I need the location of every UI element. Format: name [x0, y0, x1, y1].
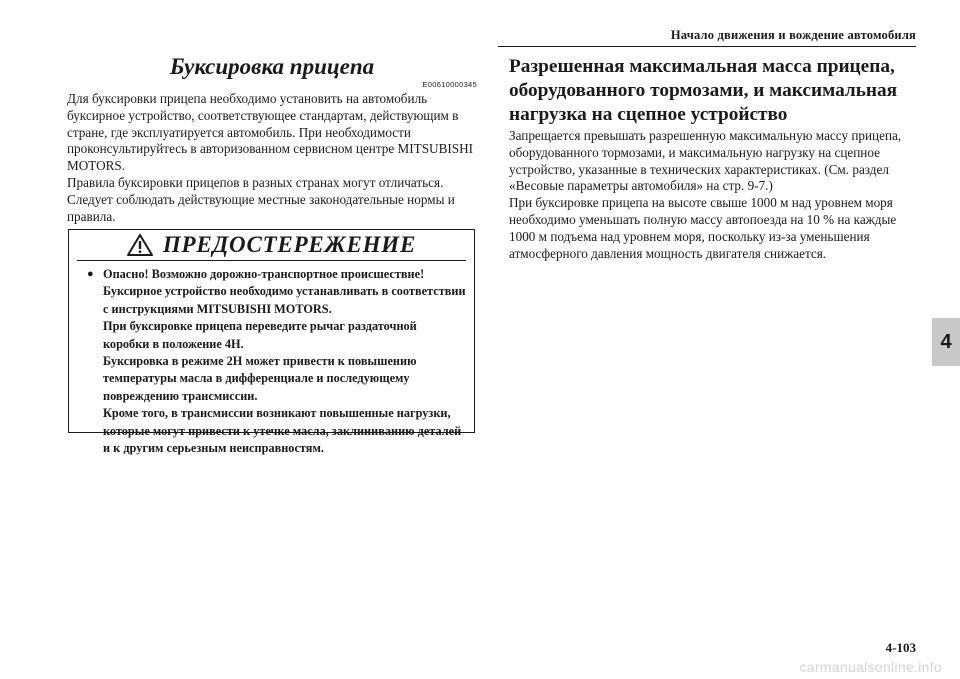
section-body	[67, 91, 477, 225]
subsection-body	[509, 128, 919, 262]
warning-box	[68, 229, 475, 456]
warning-line: Кроме того, в трансмиссии возникают повышенные нагрузки, которые могут привести к утечке масла, заклиниванию деталей и к другим серьезным неисправностям.	[103, 406, 462, 456]
paragraph: Для буксировки прицепа необходимо установить на автомобиль буксирное устройство, соответствующее стандартам, действующим в стране, где эксплуатируется автомобиль. При необходимости проконсультируйтесь в авторизованном сервисном центре MITSUBISHI MOTORS.	[67, 91, 474, 174]
warning-line: Буксировка в режиме 2H может привести к повышению температуры масла в дифференциале и последующему повреждению трансмиссии.	[103, 354, 417, 403]
warning-header	[77, 230, 466, 261]
right-column	[509, 55, 919, 262]
warning-line: При буксировке прицепа переведите рычаг раздаточной коробки в положение 4H.	[103, 319, 417, 351]
paragraph: Правила буксировки прицепов в разных странах могут отличаться. Следует соблюдать действующие местные законодательные нормы и правила.	[67, 174, 455, 224]
warning-body	[69, 261, 474, 457]
section-title: Буксировка прицепа	[169, 54, 375, 79]
paragraph: При буксировке прицепа на высоте свыше 1000 м над уровнем моря необходимо уменьшать полную массу автопоезда на 10 % на каждые 1000 м подъема над уровнем моря, поскольку из-за уменьшения атмосферного давления мощность двигателя снижается.	[509, 195, 897, 261]
header-rule	[498, 46, 916, 47]
warning-line: Буксирное устройство необходимо устанавливать в соответствии с инструкциями MITSUBISHI MOTORS.	[103, 284, 466, 316]
bullet-icon: ●	[87, 268, 94, 280]
page-number: 4-103	[885, 640, 916, 655]
warning-triangle-icon	[127, 234, 153, 256]
page-header-title: Начало движения и вождение автомобиля	[670, 28, 916, 42]
section-code: E00610000345	[422, 80, 477, 89]
warning-text	[103, 266, 466, 457]
paragraph: Запрещается превышать разрешенную максимальную массу прицепа, оборудованного тормозами, и максимальную нагрузку на сцепное устройство, указанные в технических характеристиках. (См. раздел «Весовые параметры автомобиля» на стр. 9-7.)	[509, 128, 902, 194]
chapter-tab: 4	[932, 318, 960, 366]
warning-title: ПРЕДОСТЕРЕЖЕНИЕ	[162, 232, 417, 257]
watermark: carmanualsonline.info	[799, 659, 942, 675]
left-column	[67, 52, 477, 225]
subsection-title: Разрешенная максимальная масса прицепа, оборудованного тормозами, и максимальная нагрузка на сцепное устройство	[509, 56, 898, 125]
warning-line: Опасно! Возможно дорожно-транспортное происшествие!	[103, 267, 425, 281]
